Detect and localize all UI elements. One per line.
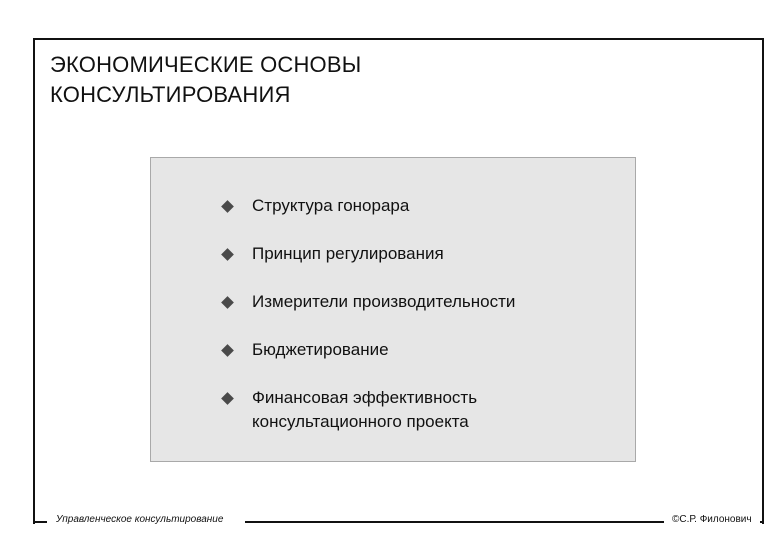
bullet-panel	[150, 157, 636, 462]
bullet-item-label: Структура гонорара	[252, 196, 410, 215]
bullet-item-label: Бюджетирование	[252, 340, 389, 359]
footer-copyright: ©С.Р. Филонович	[672, 514, 752, 525]
frame-bottom-rule-left	[33, 521, 47, 523]
slide-title	[50, 50, 550, 110]
bullet-item-fee-structure	[221, 194, 621, 218]
frame-bottom-rule-middle	[245, 521, 664, 523]
slide-title-line-1: ЭКОНОМИЧЕСКИЕ ОСНОВЫ	[50, 52, 362, 77]
footer-course-name: Управленческое консультирование	[56, 514, 224, 525]
diamond-bullet-icon	[221, 392, 234, 405]
frame-bottom-rule-right	[760, 521, 764, 523]
diamond-bullet-icon	[221, 296, 234, 309]
diamond-bullet-icon	[221, 200, 234, 213]
bullet-list	[221, 194, 621, 434]
bullet-item-label-line-2: консультационного проекта	[252, 412, 469, 431]
bullet-item-label: Принцип регулирования	[252, 244, 444, 263]
slide-title-line-2: КОНСУЛЬТИРОВАНИЯ	[50, 82, 291, 107]
bullet-item-productivity-measures	[221, 290, 621, 314]
bullet-item-regulation-principle	[221, 242, 621, 266]
bullet-item-budgeting	[221, 338, 621, 362]
diamond-bullet-icon	[221, 248, 234, 261]
diamond-bullet-icon	[221, 344, 234, 357]
bullet-item-label-line-1: Финансовая эффективность	[252, 388, 478, 407]
bullet-item-financial-efficiency	[221, 386, 621, 434]
bullet-item-label: Измерители производительности	[252, 292, 516, 311]
